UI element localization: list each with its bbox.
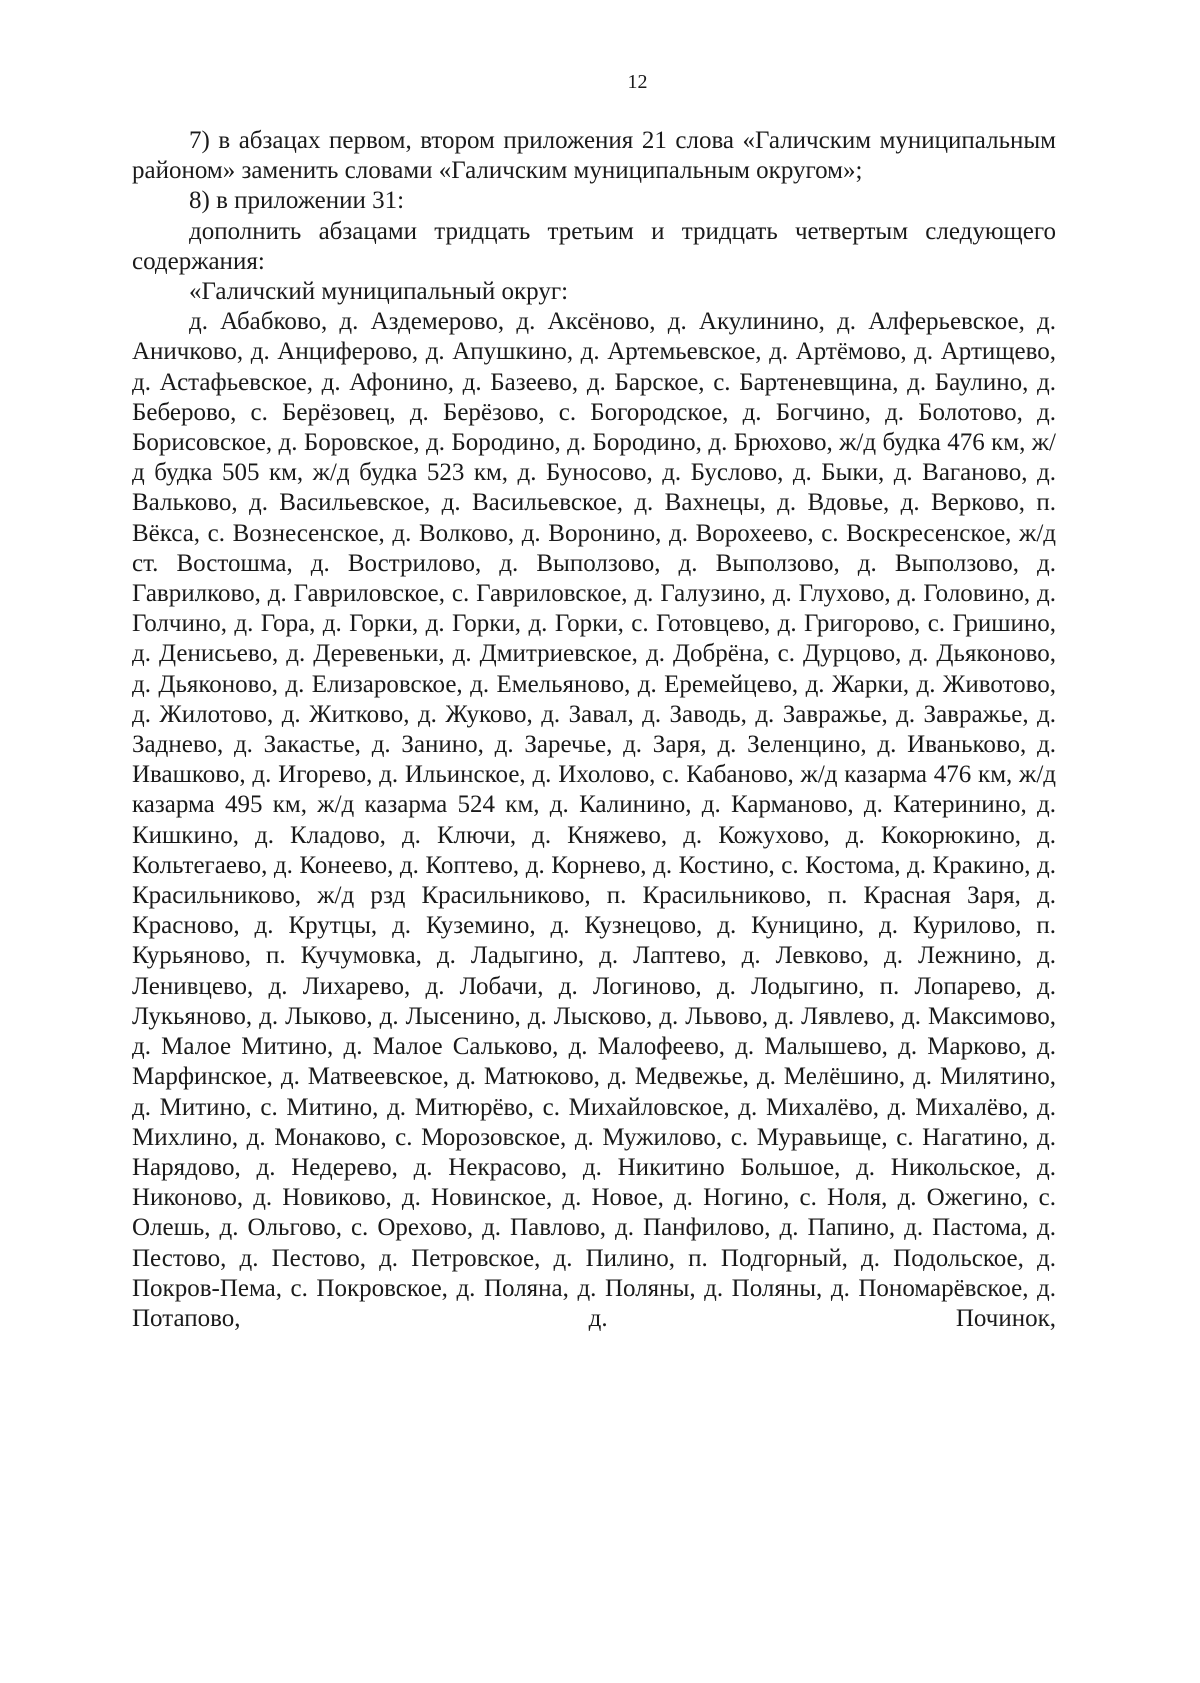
document-body bbox=[132, 126, 1056, 1334]
paragraph-amendment-7: 7) в абзацах первом, втором приложения 21 слова «Галичским муниципальным районом» заменить словами «Галичским муниципальным округом»; bbox=[132, 127, 1056, 185]
paragraph-settlement-list: д. Абабково, д. Аздемерово, д. Аксёново, д. Акулинино, д. Алферьевское, д. Аничково, д. Анциферово, д. Апушкино, д. Артемьевское, д. Артёмово, д. Артищево, д. Астафьевское, д. Афонино, д. Базеево, д. Барское, с. Бартеневщина, д. Баулино, д. Беберово, с. Берёзовец, д. Берёзово, с. Богородское, д. Богчино, д. Болотово, д. Борисовское, д. Боровское, д. Бородино, д. Бородино, д. Брюхово, ж/д будка 476 км, ж/д будка 505 км, ж/д будка 523 км, д. Буносово, д. Буслово, д. Быки, д. Ваганово, д. Вальково, д. Васильевское, д. Васильевское, д. Вахнецы, д. Вдовье, д. Верково, п. Вёкса, с. Вознесенское, д. Волково, д. Воронино, д. Ворохеево, с. Воскресенское, ж/д ст. Востошма, д. Вострилово, д. Выползово, д. Выползово, д. Выползово, д. Гаврилково, д. Гавриловское, с. Гавриловское, д. Галузино, д. Глухово, д. Головино, д. Голчино, д. Гора, д. Горки, д. Горки, д. Горки, с. Готовцево, д. Григорово, с. Гришино, д. Денисьево, д. Деревеньки, д. Дмитриевское, д. Добрёна, с. Дурцово, д. Дьяконово, д. Дьяконово, д. Елизаровское, д. Емельяново, д. Еремейцево, д. Жарки, д. Животово, д. Жилотово, д. Житково, д. Жуково, д. Завал, д. Заводь, д. Завражье, д. Завражье, д. Заднево, д. Закастье, д. Занино, д. Заречье, д. Заря, д. Зеленцино, д. Иваньково, д. Ивашково, д. Игорево, д. Ильинское, д. Ихолово, с. Кабаново, ж/д казарма 476 км, ж/д казарма 495 км, ж/д казарма 524 км, д. Калинино, д. Карманово, д. Катеринино, д. Кишкино, д. Кладово, д. Ключи, д. Княжево, д. Кожухово, д. Кокорюкино, д. Кольтегаево, д. Конеево, д. Коптево, д. Корнево, д. Костино, с. Костома, д. Кракино, д. Красильниково, ж/д рзд Красильниково, п. Красильниково, п. Красная Заря, д. Красново, д. Крутцы, д. Куземино, д. Кузнецово, д. Куницино, д. Курилово, п. Курьяново, п. Кучумовка, д. Ладыгино, д. Лаптево, д. Левково, д. Лежнино, д. Ленивцево, д. Лихарево, д. Лобачи, д. Логиново, д. Лодыгино, п. Лопарево, д. Лукьяново, д. Лыково, д. Лысенино, д. Лысково, д. Львово, д. Лявлево, д. Максимово, д. Малое Митино, д. Малое Сальково, д. Малофеево, д. Малышево, д. Марково, д. Марфинское, д. Матвеевское, д. Матюково, д. Медвежье, д. Мелёшино, д. Милятино, д. Митино, с. Митино, д. Митюрёво, с. Михайловское, д. Михалёво, д. Михалёво, д. Михлино, д. Монаково, с. Морозовское, д. Мужилово, с. Муравьище, с. Нагатино, д. Нарядово, д. Недерево, д. Некрасово, д. Никитино Большое, д. Никольское, д. Никоново, д. Новиково, д. Новинское, д. Новое, д. Ногино, с. Ноля, д. Ожегино, с. Олешь, д. Ольгово, с. Орехово, д. Павлово, д. Панфилово, д. Папино, д. Пастома, д. Пестово, д. Пестово, д. Петровское, д. Пилино, п. Подгорный, д. Подольское, д. Покров-Пема, с. Покровское, д. Поляна, д. Поляны, д. Поляны, д. Пономарёвское, д. Потапово, д. Починок, bbox=[132, 308, 1056, 1332]
paragraph-amendment-8: 8) в приложении 31: bbox=[189, 187, 405, 215]
paragraph-supplement-instruction: дополнить абзацами тридцать третьим и тридцать четвертым следующего содержания: bbox=[132, 217, 1056, 275]
paragraph-district-heading: «Галичский муниципальный округ: bbox=[189, 278, 569, 306]
page-number: 12 bbox=[627, 71, 648, 93]
